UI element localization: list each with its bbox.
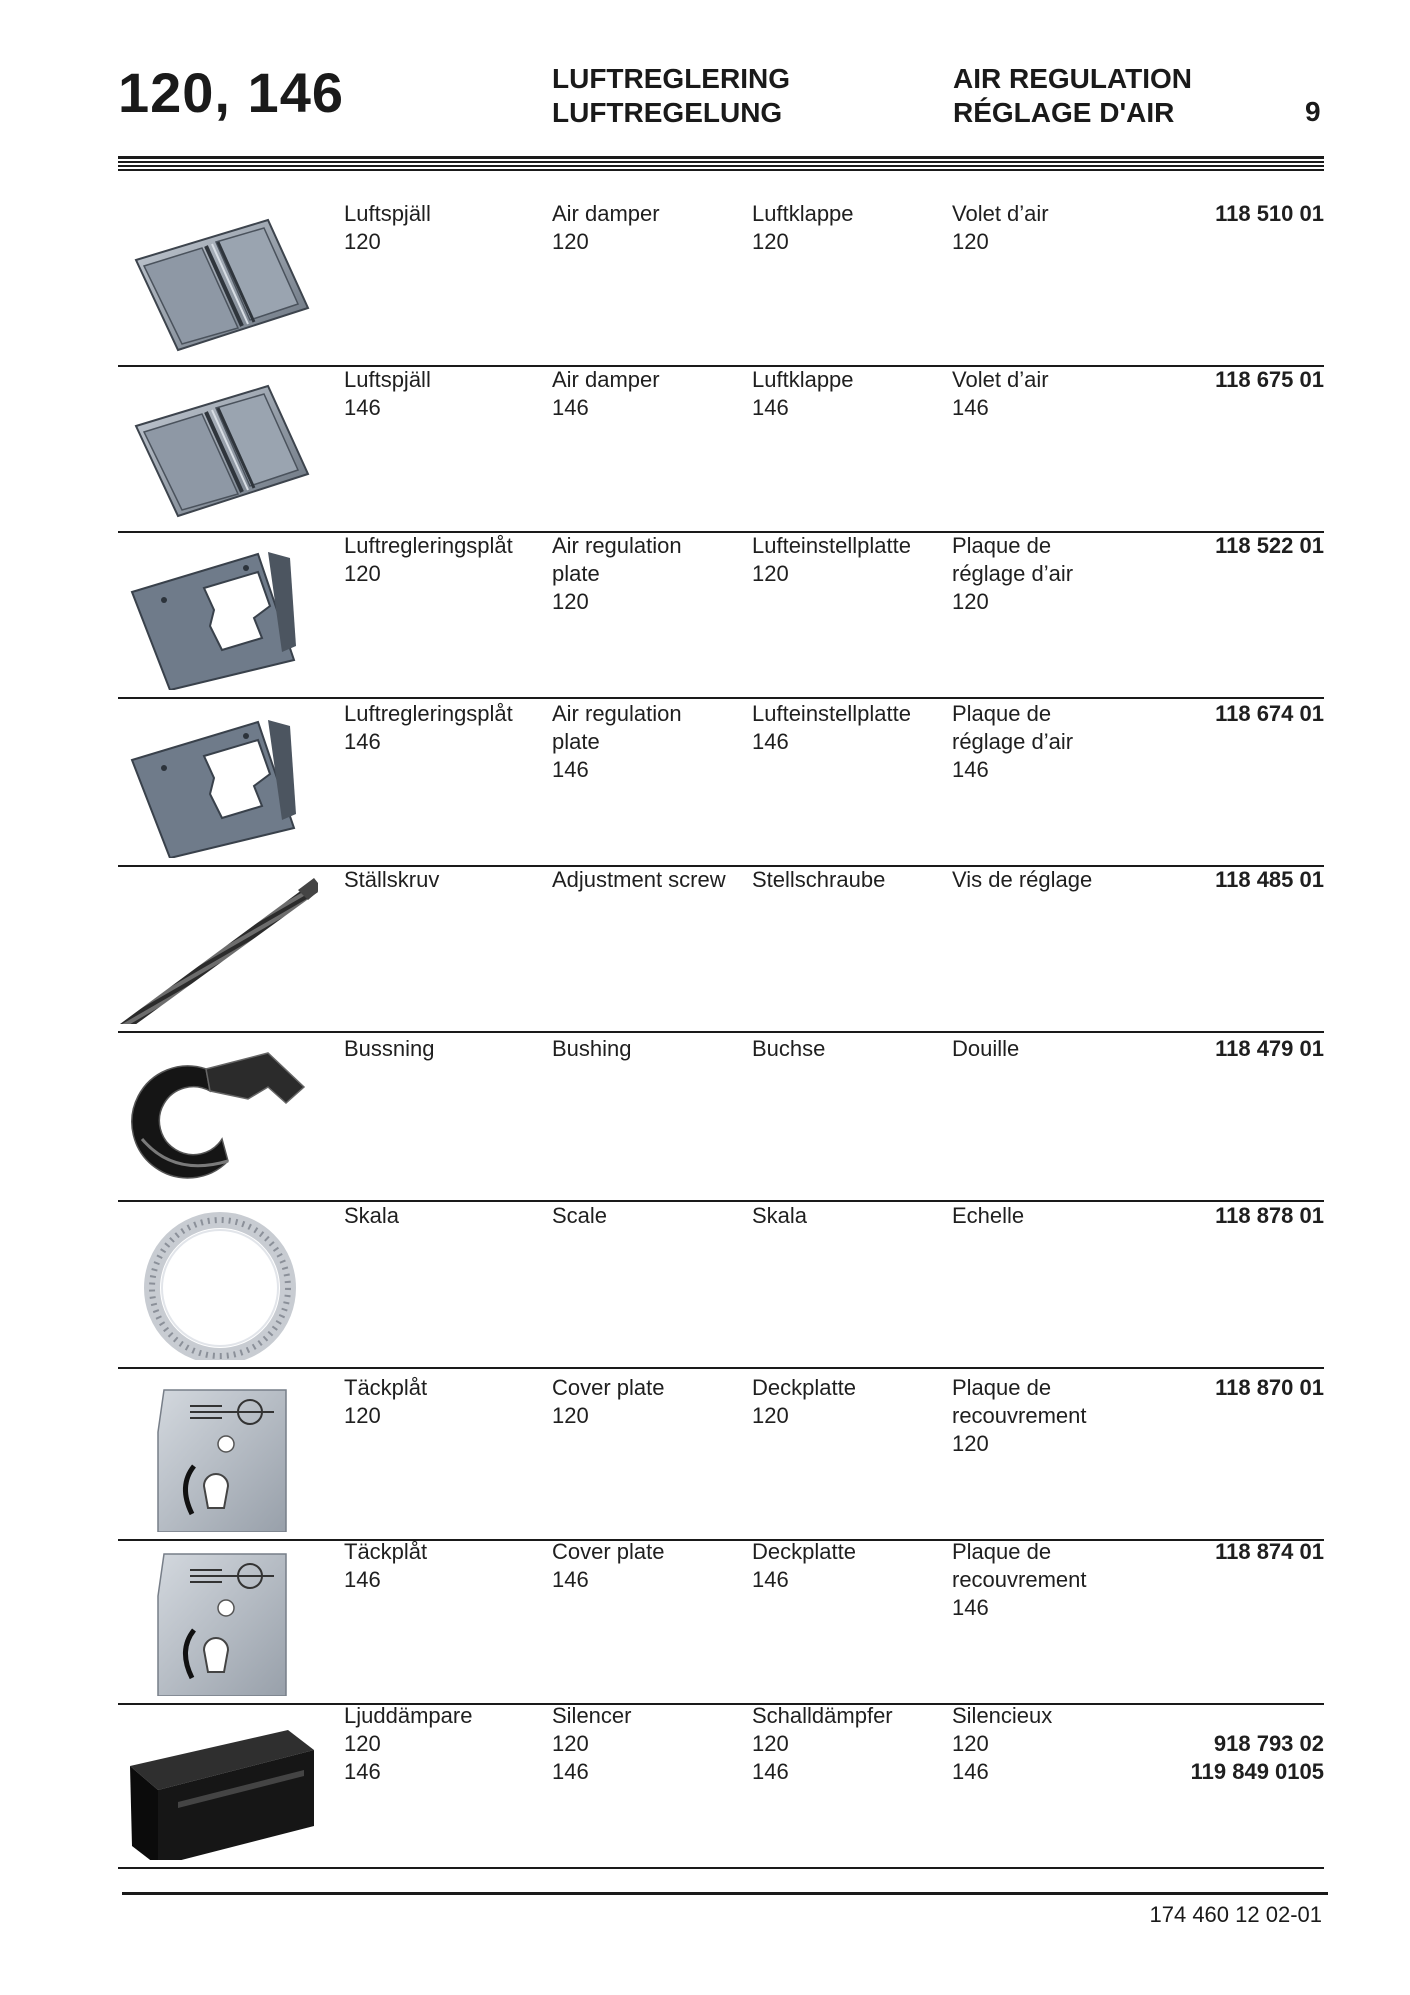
part-number <box>1144 200 1324 228</box>
french-name-line: Plaque de <box>952 701 1052 726</box>
part-number-line: 118 675 01 <box>1215 367 1324 392</box>
model-numbers: 120, 146 <box>118 61 344 124</box>
part-number-line: 119 849 0105 <box>1190 1759 1324 1784</box>
parts-row <box>118 200 1324 367</box>
title-english: AIR REGULATION <box>953 63 1193 94</box>
french-name-line: 146 <box>952 1595 989 1620</box>
german-name-line: Lufteinstellplatte <box>752 533 911 558</box>
french-name <box>952 366 1152 422</box>
english-name-line: plate <box>552 561 600 586</box>
english-name <box>552 366 752 422</box>
part-number <box>1144 1702 1324 1786</box>
german-name-line: 120 <box>752 1403 789 1428</box>
swedish-name <box>344 532 544 588</box>
french-name-line: Vis de réglage <box>952 867 1093 892</box>
english-name-line: 120 <box>552 589 589 614</box>
english-name-line: Cover plate <box>552 1539 665 1564</box>
parts-row <box>118 532 1324 699</box>
title-swedish-german <box>552 62 790 130</box>
german-name-line: 146 <box>752 1759 789 1784</box>
part-number-line: 118 878 01 <box>1215 1203 1324 1228</box>
swedish-name-line: 146 <box>344 1567 381 1592</box>
english-name-line: Air regulation <box>552 533 682 558</box>
swedish-name <box>344 1702 544 1786</box>
french-name-line: Douille <box>952 1036 1020 1061</box>
french-name-line: Volet d’air <box>952 201 1049 226</box>
parts-row <box>118 1035 1324 1202</box>
part-number <box>1144 1538 1324 1566</box>
part-number-line: 118 522 01 <box>1215 533 1324 558</box>
english-name-line: 120 <box>552 229 589 254</box>
swedish-name-line: Ljuddämpare <box>344 1703 473 1728</box>
german-name <box>752 700 952 756</box>
german-name-line: Stellschraube <box>752 867 886 892</box>
parts-row <box>118 1202 1324 1369</box>
swedish-name-line: 120 <box>344 229 381 254</box>
part-number-line: 918 793 02 <box>1213 1731 1324 1756</box>
swedish-name-line: Skala <box>344 1203 400 1228</box>
part-number-line: 118 479 01 <box>1215 1036 1324 1061</box>
header-rule-4 <box>118 169 1324 171</box>
english-name-line: 146 <box>552 1759 589 1784</box>
swedish-name <box>344 1202 544 1230</box>
german-name-line: Deckplatte <box>752 1539 856 1564</box>
german-name <box>752 1538 952 1594</box>
german-name-line: Luftklappe <box>752 367 854 392</box>
document-number: 174 460 12 02-01 <box>1149 1902 1322 1927</box>
page-number: 9 <box>1305 96 1321 127</box>
part-number <box>1144 532 1324 560</box>
german-name <box>752 1702 952 1786</box>
english-name-line: plate <box>552 729 600 754</box>
english-name-line: 146 <box>552 395 589 420</box>
part-number-line: 118 874 01 <box>1215 1539 1324 1564</box>
german-name-line: 146 <box>752 729 789 754</box>
part-number <box>1144 866 1324 894</box>
english-name-line: Adjustment screw <box>552 867 726 892</box>
german-name-line: 120 <box>752 229 789 254</box>
english-name <box>552 866 752 894</box>
english-name <box>552 1035 752 1063</box>
regulation-plate-icon <box>118 540 318 690</box>
swedish-name-line: Ställskruv <box>344 867 440 892</box>
german-name-line: Buchse <box>752 1036 826 1061</box>
cover-plate-icon <box>118 1546 318 1696</box>
english-name <box>552 1202 752 1230</box>
german-name <box>752 532 952 588</box>
parts-row <box>118 366 1324 533</box>
title-german: LUFTREGELUNG <box>552 97 783 128</box>
french-name-line: 120 <box>952 1731 989 1756</box>
english-name <box>552 1538 752 1594</box>
english-name <box>552 700 752 784</box>
title-french: RÉGLAGE D'AIR <box>953 97 1175 128</box>
swedish-name-line: Luftregleringsplåt <box>344 701 513 726</box>
french-name <box>952 1035 1152 1063</box>
english-name-line: Scale <box>552 1203 608 1228</box>
french-name-line: 120 <box>952 1431 989 1456</box>
header-rule-1 <box>118 156 1324 159</box>
screw-icon <box>118 874 318 1024</box>
row-divider <box>118 1367 1324 1369</box>
damper-icon <box>118 374 318 524</box>
page-footer <box>0 1880 1410 1995</box>
swedish-name-line: 146 <box>344 395 381 420</box>
french-name <box>952 1538 1152 1622</box>
part-number-line: 118 674 01 <box>1215 701 1324 726</box>
part-number <box>1144 1374 1324 1402</box>
header-rule-3 <box>118 165 1324 167</box>
swedish-name-line: Täckplåt <box>344 1375 428 1400</box>
french-name-line: réglage d’air <box>952 561 1074 586</box>
damper-icon <box>118 208 318 358</box>
english-name-line: 146 <box>552 1567 589 1592</box>
part-number <box>1144 1202 1324 1230</box>
english-name-line: 120 <box>552 1403 589 1428</box>
english-name-line: Air damper <box>552 201 660 226</box>
part-number-line <box>1144 1702 1324 1730</box>
german-name <box>752 200 952 256</box>
parts-row <box>118 700 1324 867</box>
swedish-name-line: 120 <box>344 1731 381 1756</box>
german-name-line: Deckplatte <box>752 1375 856 1400</box>
french-name-line: recouvrement <box>952 1567 1087 1592</box>
regulation-plate-icon <box>118 708 318 858</box>
swedish-name <box>344 866 544 894</box>
german-name-line: 120 <box>752 561 789 586</box>
english-name-line: Air damper <box>552 367 660 392</box>
english-name <box>552 200 752 256</box>
french-name <box>952 1702 1152 1786</box>
german-name-line: 120 <box>752 1731 789 1756</box>
english-name-line: Cover plate <box>552 1375 665 1400</box>
french-name <box>952 700 1152 784</box>
cover-plate-icon <box>118 1382 318 1532</box>
german-name-line: Lufteinstellplatte <box>752 701 911 726</box>
french-name-line: Plaque de <box>952 533 1052 558</box>
french-name-line: 146 <box>952 1759 989 1784</box>
french-name-line: 120 <box>952 589 989 614</box>
swedish-name-line: Luftregleringsplåt <box>344 533 513 558</box>
part-number <box>1144 700 1324 728</box>
part-number-line: 118 870 01 <box>1215 1375 1324 1400</box>
french-name <box>952 1374 1152 1458</box>
french-name <box>952 866 1152 894</box>
swedish-name <box>344 700 544 756</box>
swedish-name-line: 146 <box>344 729 381 754</box>
french-name-line: Plaque de <box>952 1539 1052 1564</box>
french-name-line: Plaque de <box>952 1375 1052 1400</box>
german-name-line: 146 <box>752 1567 789 1592</box>
german-name <box>752 366 952 422</box>
french-name-line: Echelle <box>952 1203 1025 1228</box>
german-name <box>752 1202 952 1230</box>
swedish-name <box>344 200 544 256</box>
row-divider <box>118 697 1324 699</box>
french-name-line: Silencieux <box>952 1703 1053 1728</box>
bushing-icon <box>118 1043 318 1193</box>
french-name-line: 146 <box>952 395 989 420</box>
part-number-line: 118 510 01 <box>1215 201 1324 226</box>
english-name-line: Bushing <box>552 1036 632 1061</box>
swedish-name <box>344 1374 544 1430</box>
french-name <box>952 200 1152 256</box>
title-english-french <box>953 62 1192 130</box>
french-name-line: réglage d’air <box>952 729 1074 754</box>
english-name-line: 120 <box>552 1731 589 1756</box>
french-name <box>952 532 1152 616</box>
french-name-line: 146 <box>952 757 989 782</box>
part-number <box>1144 366 1324 394</box>
footer-rule <box>122 1892 1328 1895</box>
english-name-line: Air regulation <box>552 701 682 726</box>
german-name-line: Luftklappe <box>752 201 854 226</box>
swedish-name-line: 120 <box>344 1403 381 1428</box>
title-swedish: LUFTREGLERING <box>552 63 790 94</box>
parts-row <box>118 866 1324 1033</box>
swedish-name-line: Luftspjäll <box>344 367 431 392</box>
swedish-name-line: Bussning <box>344 1036 435 1061</box>
french-name <box>952 1202 1152 1230</box>
swedish-name-line: Luftspjäll <box>344 201 431 226</box>
english-name <box>552 1702 752 1786</box>
scale-ring-icon <box>118 1210 318 1360</box>
german-name-line: Schalldämpfer <box>752 1703 893 1728</box>
silencer-icon <box>118 1710 318 1860</box>
french-name-line: 120 <box>952 229 989 254</box>
english-name-line: 146 <box>552 757 589 782</box>
parts-row <box>118 1702 1324 1869</box>
row-divider <box>118 1867 1324 1869</box>
parts-row <box>118 1374 1324 1541</box>
french-name-line: Volet d’air <box>952 367 1049 392</box>
english-name <box>552 1374 752 1430</box>
english-name-line: Silencer <box>552 1703 632 1728</box>
french-name-line: recouvrement <box>952 1403 1087 1428</box>
swedish-name-line: 146 <box>344 1759 381 1784</box>
part-number-line: 118 485 01 <box>1215 867 1324 892</box>
german-name-line: 146 <box>752 395 789 420</box>
english-name <box>552 532 752 616</box>
page-header <box>0 0 1410 170</box>
header-rule-2 <box>118 161 1324 163</box>
part-number <box>1144 1035 1324 1063</box>
swedish-name-line: Täckplåt <box>344 1539 428 1564</box>
german-name <box>752 866 952 894</box>
row-divider <box>118 1031 1324 1033</box>
swedish-name <box>344 1035 544 1063</box>
swedish-name-line: 120 <box>344 561 381 586</box>
german-name <box>752 1374 952 1430</box>
german-name <box>752 1035 952 1063</box>
swedish-name <box>344 1538 544 1594</box>
swedish-name <box>344 366 544 422</box>
parts-row <box>118 1538 1324 1705</box>
german-name-line: Skala <box>752 1203 808 1228</box>
